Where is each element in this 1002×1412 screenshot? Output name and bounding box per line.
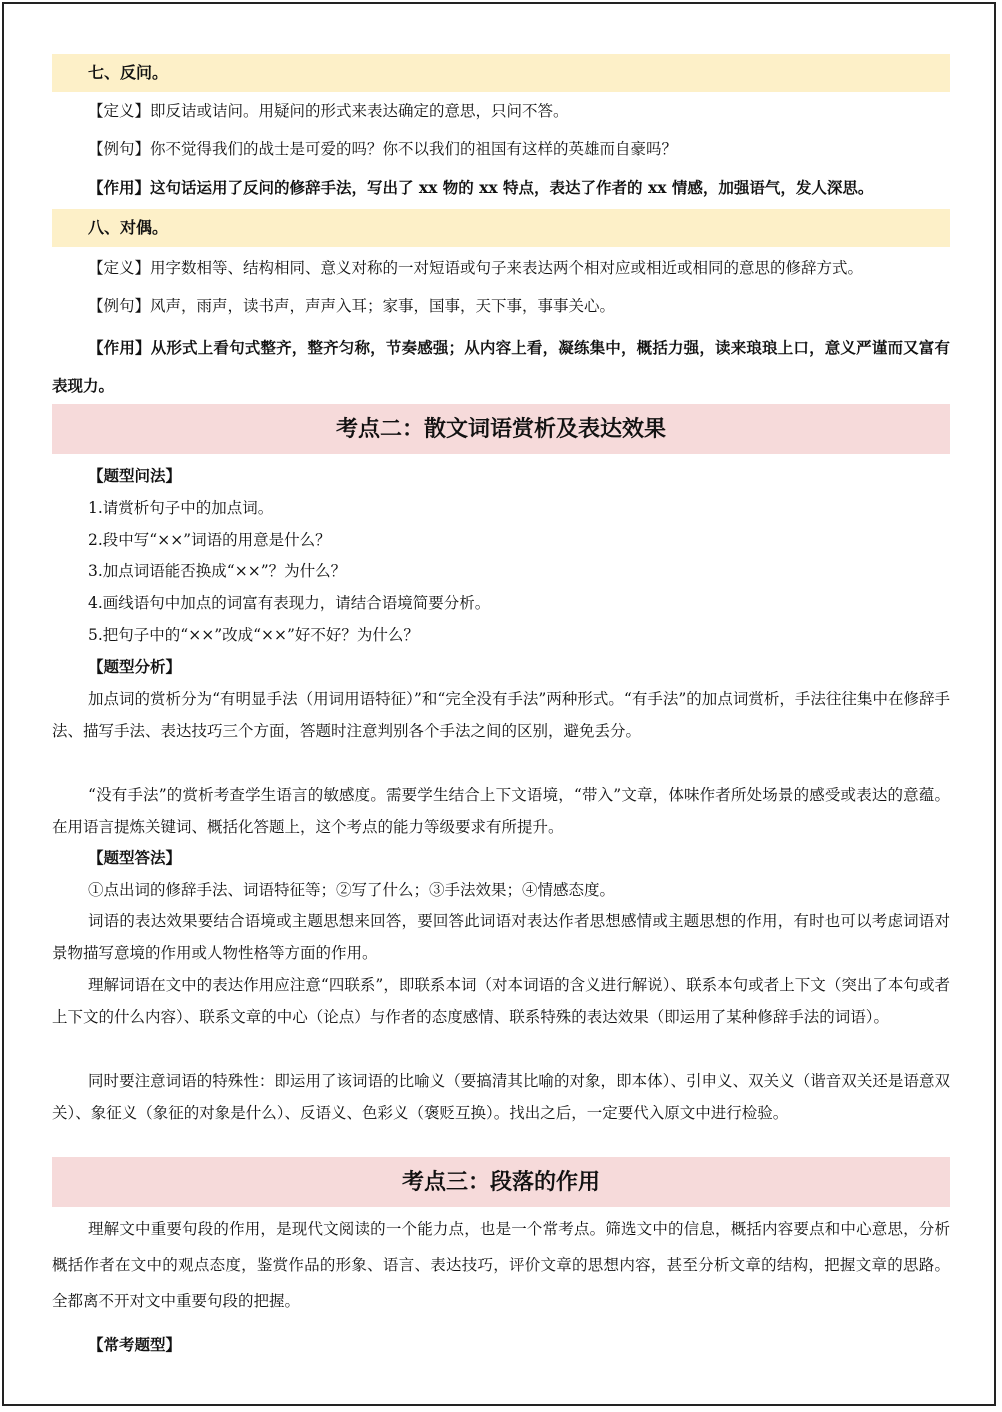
common-types-label: 【常考题型】: [88, 1335, 182, 1354]
question-item: 2.段中写“××”词语的用意是什么？: [88, 531, 331, 549]
section-8-example: 【例句】风声，雨声，读书声，声声入耳；家事，国事，天下事，事事关心。: [88, 297, 616, 315]
question-item: 4.画线语句中加点的词富有表现力，请结合语境简要分析。: [88, 594, 491, 612]
analysis-paragraph-2: “没有手法”的赏析考查学生语言的敏感度。需要学生结合上下文语境，“带入”文章，体味作者所处场景的感受或表达的意蕴。在用语言提炼关键词、概括化答题上，这个考点的能力等级要求有所提升。: [52, 786, 950, 836]
section-7-example: 【例句】你不觉得我们的战士是可爱的吗？你不以我们的祖国有这样的英雄而自豪吗？: [88, 140, 678, 158]
question-item: 5.把句子中的“××”改成“××”好不好？为什么？: [88, 626, 419, 644]
answer-method-2: 词语的表达效果要结合语境或主题思想来回答，要回答此词语对表达作者思想感情或主题思想的作用，有时也可以考虑词语对景物描写意境的作用或人物性格等方面的作用。: [52, 912, 950, 962]
section-7-definition: 【定义】即反诘或诘问。用疑问的形式来表达确定的意思，只问不答。: [88, 102, 569, 120]
answer-method-3: 理解词语在文中的表达作用应注意“四联系”，即联系本词（对本词语的含义进行解说）、联系本句或者上下文（突出了本句或者上下文的什么内容）、联系文章的中心（论点）与作者的态度感情、联系特殊的表达效果（即运用了某种修辞手法的词语）。: [52, 976, 950, 1026]
section-7-heading: 七、反问。: [52, 54, 950, 92]
question-item: 3.加点词语能否换成“××”？为什么？: [88, 562, 347, 580]
kaodian-2-title: 考点二：散文词语赏析及表达效果: [52, 404, 950, 454]
question-types-label: 【题型问法】: [88, 466, 182, 485]
section-8-heading: 八、对偶。: [52, 209, 950, 247]
kaodian-3-intro: 理解文中重要句段的作用，是现代文阅读的一个能力点，也是一个常考点。筛选文中的信息，概括内容要点和中心意思，分析概括作者在文中的观点态度，鉴赏作品的形象、语言、表达技巧，评价文章的思想内容，甚至分析文章的结构，把握文章的思路。全都离不开对文中重要句段的把握。: [52, 1220, 950, 1310]
answer-method-label: 【题型答法】: [88, 848, 182, 867]
section-7-effect: 【作用】这句话运用了反问的修辞手法，写出了 xx 物的 xx 特点，表达了作者的 xx 情感，加强语气，发人深思。: [88, 178, 874, 197]
section-8-definition: 【定义】用字数相等、结构相同、意义对称的一对短语或句子来表达两个相对应或相近或相同的意思的修辞方式。: [88, 259, 864, 277]
analysis-paragraph-1: 加点词的赏析分为“有明显手法（用词用语特征）”和“完全没有手法”两种形式。“有手法”的加点词赏析，手法往往集中在修辞手法、描写手法、表达技巧三个方面，答题时注意判别各个手法之间的区别，避免丢分。: [52, 690, 950, 740]
analysis-label: 【题型分析】: [88, 657, 182, 676]
answer-method-4: 同时要注意词语的特殊性：即运用了该词语的比喻义（要搞清其比喻的对象，即本体）、引申义、双关义（谐音双关还是语意双关）、象征义（象征的对象是什么）、反语义、色彩义（褒贬互换）。找出之后，一定要代入原文中进行检验。: [52, 1072, 950, 1122]
section-8-effect: 【作用】从形式上看句式整齐，整齐匀称，节奏感强；从内容上看，凝练集中，概括力强，读来琅琅上口，意义严谨而又富有表现力。: [52, 338, 950, 395]
kaodian-3-title: 考点三：段落的作用: [52, 1157, 950, 1207]
question-item: 1.请赏析句子中的加点词。: [88, 499, 274, 517]
answer-method-1: ①点出词的修辞手法、词语特征等；②写了什么；③手法效果；④情感态度。: [88, 881, 616, 899]
